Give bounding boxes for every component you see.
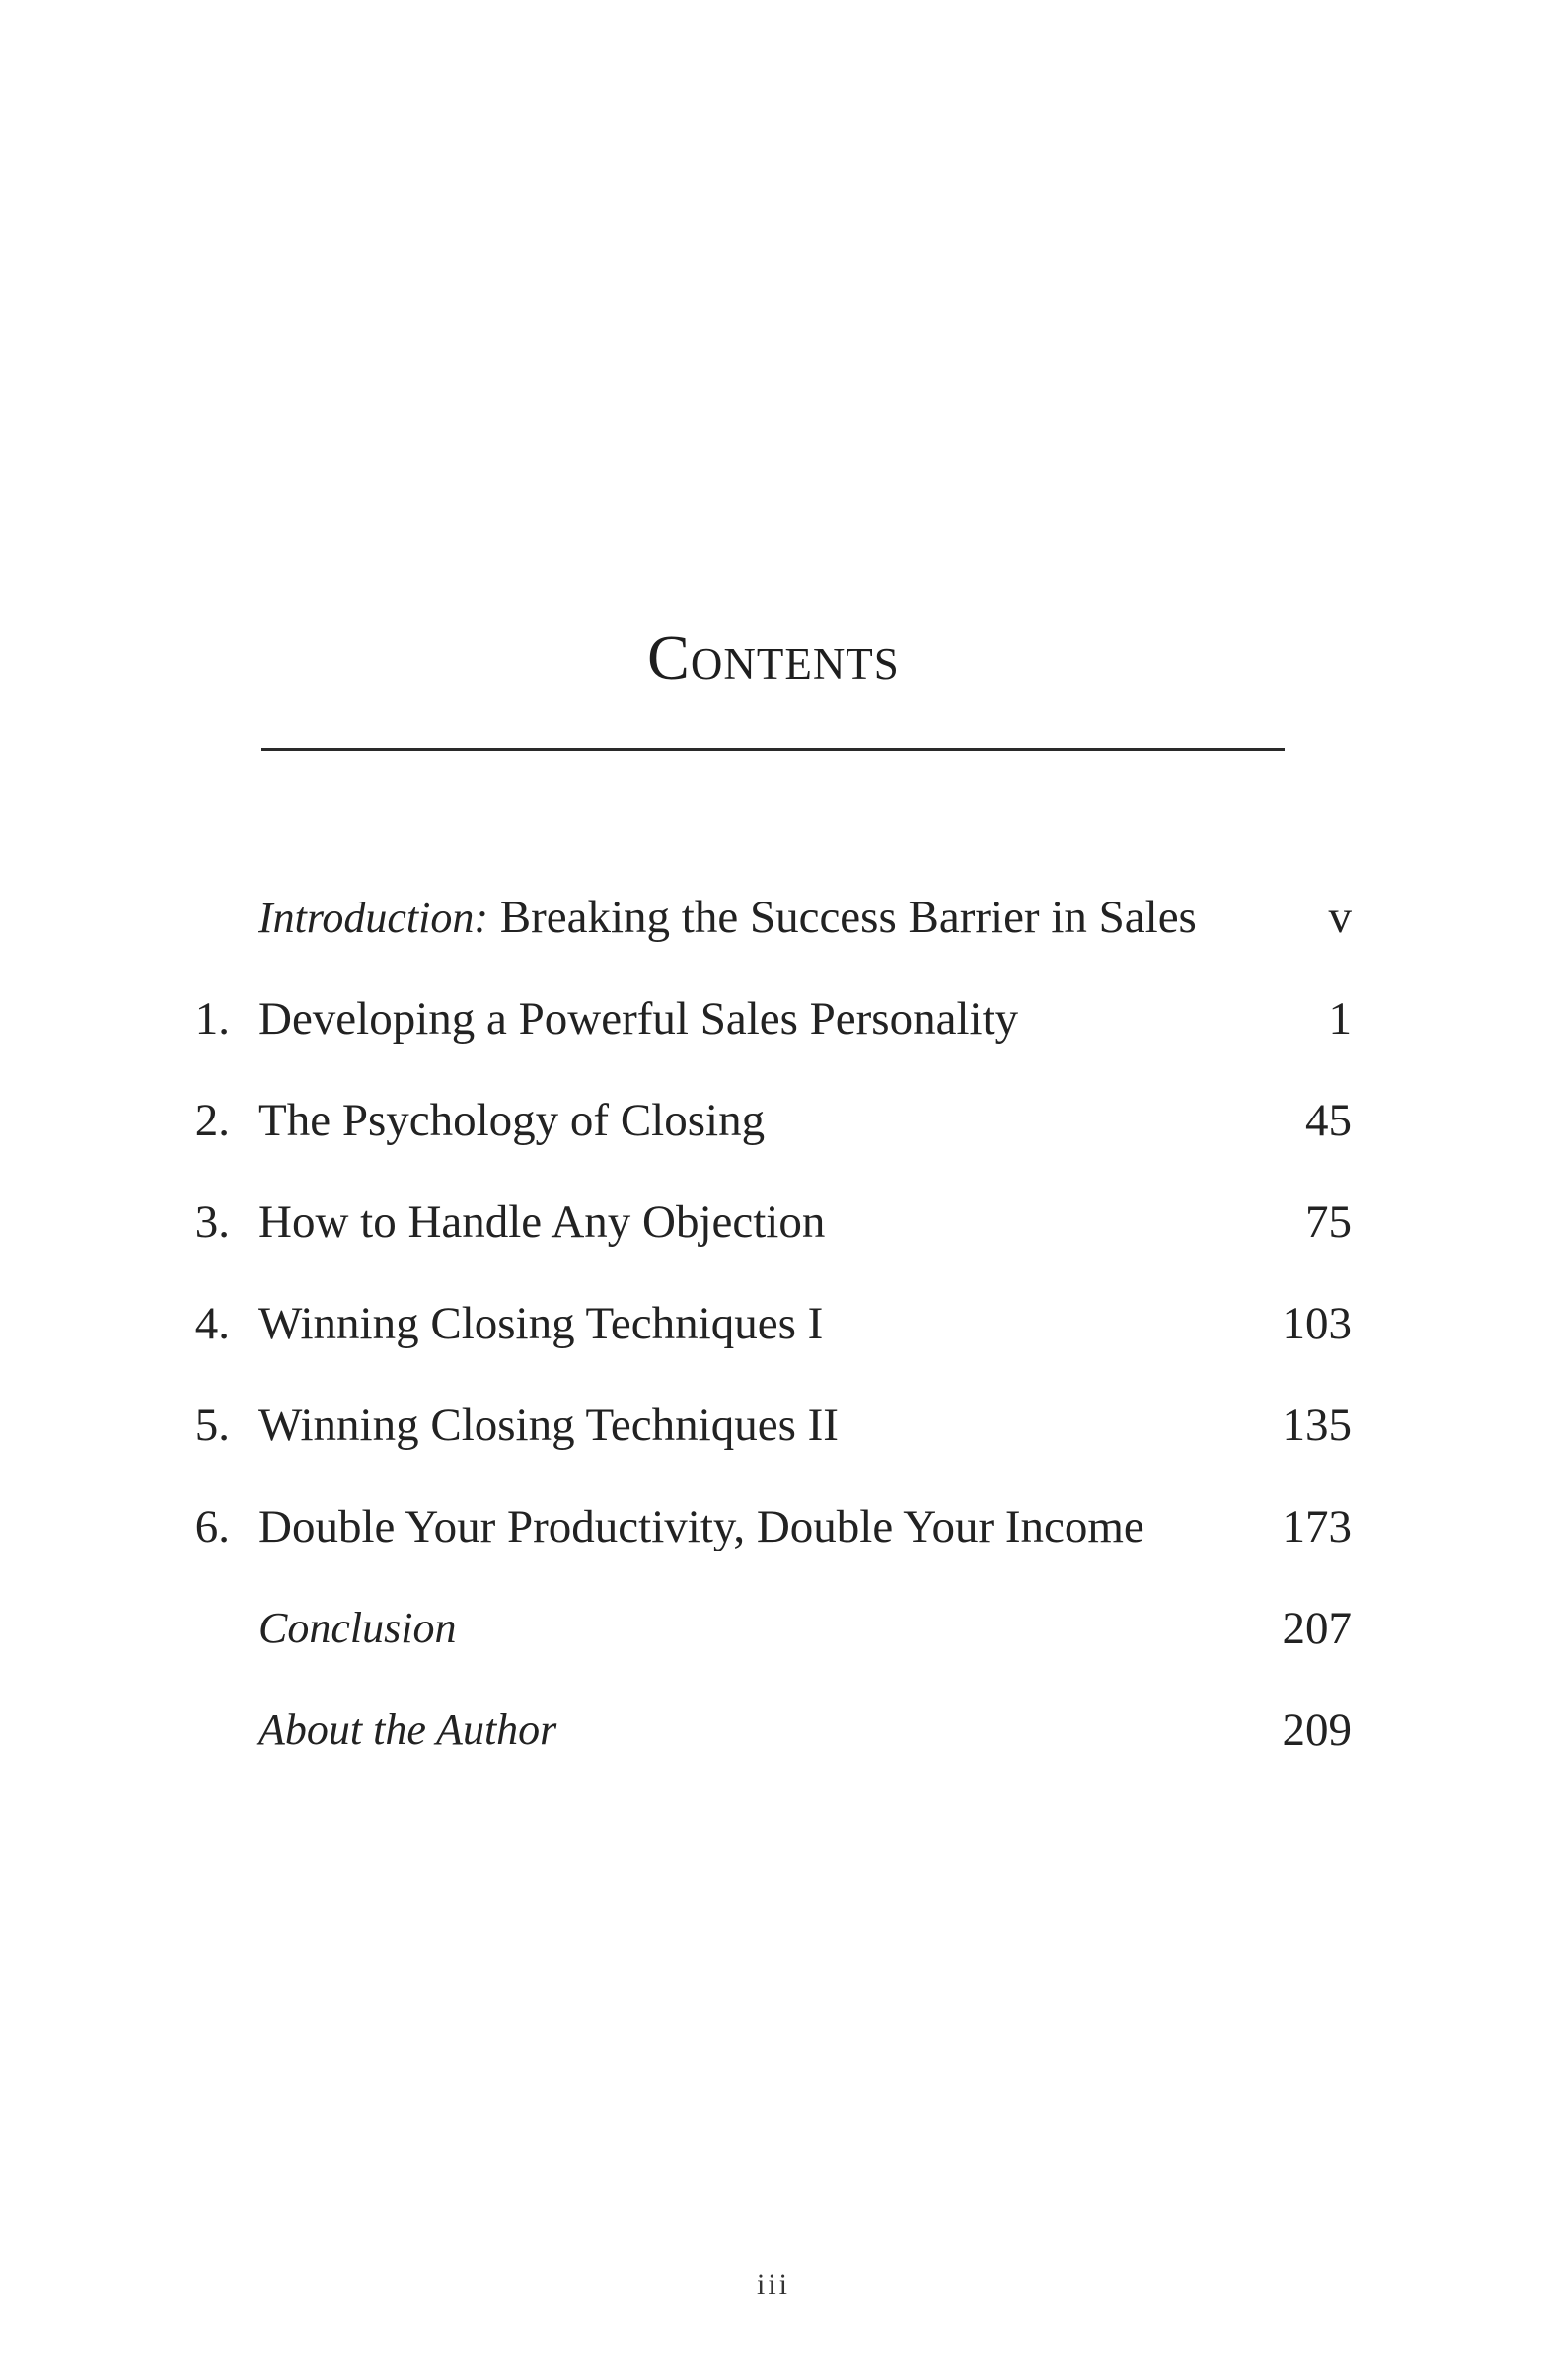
chapter-number: 1. bbox=[194, 993, 230, 1045]
toc-page-number: 173 bbox=[1282, 1501, 1352, 1552]
toc-entry-title: About the Author bbox=[258, 1705, 557, 1754]
toc-page-number: 207 bbox=[1282, 1603, 1352, 1654]
chapter-number: 6. bbox=[194, 1501, 230, 1552]
page-title: Contents bbox=[647, 622, 900, 692]
chapter-number: 4. bbox=[194, 1298, 230, 1349]
toc-entry-introduction bbox=[0, 878, 1547, 957]
toc-entry-chapter-3 bbox=[0, 1183, 1547, 1262]
chapter-number: 5. bbox=[194, 1400, 230, 1451]
toc-page-number: 45 bbox=[1305, 1095, 1352, 1146]
toc-page-number: 135 bbox=[1282, 1400, 1352, 1451]
toc-entry-title: Winning Closing Techniques I bbox=[258, 1298, 824, 1349]
toc-entry-chapter-2 bbox=[0, 1081, 1547, 1160]
page-folio: iii bbox=[756, 2269, 790, 2301]
toc-entry-title: How to Handle Any Objection bbox=[258, 1196, 826, 1248]
toc-entry-about-author bbox=[0, 1691, 1547, 1769]
toc-entry-text: Breaking the Success Barrier in Sales bbox=[488, 892, 1197, 943]
toc-page-number: v bbox=[1328, 892, 1352, 943]
toc-entry-conclusion bbox=[0, 1589, 1547, 1668]
toc-entry-title: Winning Closing Techniques II bbox=[258, 1400, 839, 1451]
toc-entry-title bbox=[258, 878, 1197, 958]
chapter-number: 3. bbox=[194, 1196, 230, 1248]
toc-entry-chapter-6 bbox=[0, 1487, 1547, 1566]
toc-entry-title: Double Your Productivity, Double Your Income bbox=[258, 1501, 1144, 1552]
toc-entry-lead: Introduction: bbox=[258, 894, 488, 942]
chapter-number: 2. bbox=[194, 1095, 230, 1146]
toc-entry-title: Developing a Powerful Sales Personality bbox=[258, 993, 1019, 1045]
toc-entry-chapter-4 bbox=[0, 1284, 1547, 1363]
toc-entry-chapter-1 bbox=[0, 979, 1547, 1058]
toc-entry-title: Conclusion bbox=[258, 1604, 457, 1652]
toc-page-number: 75 bbox=[1305, 1196, 1352, 1248]
toc-page-number: 103 bbox=[1282, 1298, 1352, 1349]
toc-page-number: 209 bbox=[1282, 1704, 1352, 1756]
toc-entry-title: The Psychology of Closing bbox=[258, 1095, 766, 1146]
toc-entry-chapter-5 bbox=[0, 1386, 1547, 1465]
toc-page-number: 1 bbox=[1328, 993, 1352, 1045]
